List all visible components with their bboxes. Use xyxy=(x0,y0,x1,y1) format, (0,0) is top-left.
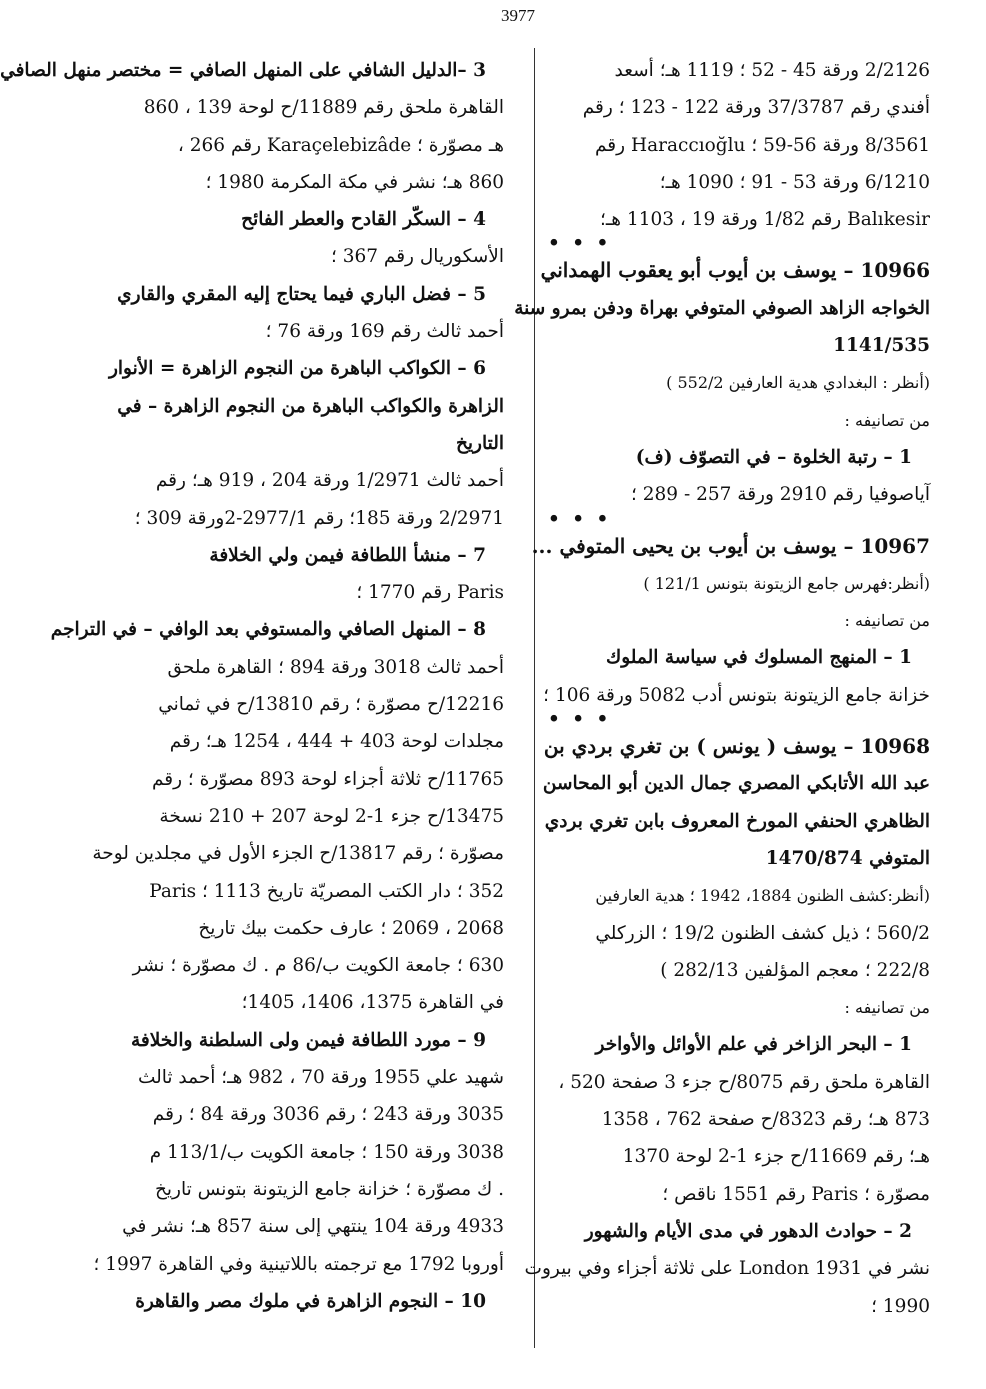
text-line: من تصانيفه : xyxy=(844,611,930,631)
text-line: 4933 ورقة 104 ينتهي إلى سنة 857 هـ؛ نشر في xyxy=(122,1216,504,1238)
text-line: 12216/ح مصوّرة ؛ رقم 13810/ح في ثماني xyxy=(158,694,504,716)
text-line: 6/1210 ورقة 53 - 91 ؛ 1090 هـ؛ xyxy=(659,171,930,193)
text-line: أفندي رقم 37/3787 ورقة 122 - 123 ؛ رقم xyxy=(582,97,930,119)
work-title-line: الزاهرة والكواكب الباهرة من النجوم الزاهرة – في xyxy=(117,395,504,417)
entry-heading: 10968 – يوسف ( يونس ) بن تغري بردي بن xyxy=(543,734,930,759)
entry-separator: • • • xyxy=(548,233,612,255)
right-column xyxy=(514,52,930,1325)
text-line: القاهرة ملحق رقم 11889/ح لوحة 139 ، 860 xyxy=(143,97,504,119)
work-title-line: 2 – حوادث الدهور في مدى الأيام والشهور xyxy=(584,1220,912,1242)
work-title-line: 1 – البحر الزاخر في علم الأوائل والأواخر xyxy=(595,1034,912,1056)
text-line: (أنظر : البغدادي هدية العارفين 552/2 ) xyxy=(666,373,930,393)
work-title-line: 8 – المنهل الصافي والمستوفي بعد الوافي – في التراجم xyxy=(50,619,486,641)
text-line: 630 ؛ جامعة الكويت ب/86 م . ك مصوّرة ؛ نشر xyxy=(132,955,504,977)
work-title-line: المتوفي 1470/874 xyxy=(765,847,930,869)
text-line: . ك مصوّرة ؛ خزانة جامع الزيتونة بتونس تاريخ xyxy=(154,1178,504,1200)
text-line: مصوّرة ؛ Paris رقم 1551 ناقص ؛ xyxy=(662,1183,930,1205)
text-line: 2/2971 ورقة 185؛ رقم 2977/1-2ورقة 309 ؛ xyxy=(134,507,504,529)
text-line: Balıkesir رقم 1/82 ورقة 19 ، 1103 هـ؛ xyxy=(600,209,930,231)
text-line: 2068 ، 2069 ؛ عارف حكمت بيك تاريخ xyxy=(198,917,504,939)
text-line: 3038 ورقة 150 ؛ جامعة الكويت ب/113/1 م xyxy=(149,1141,504,1163)
text-line: 860 هـ؛ نشر في مكة المكرمة 1980 ؛ xyxy=(205,171,504,193)
text-line: أحمد ثالث 1/2971 ورقة 204 ، 919 هـ؛ رقم xyxy=(155,470,504,492)
text-line: Paris رقم 1770 ؛ xyxy=(356,582,504,604)
text-line: 2/2126 ورقة 45 - 52 ؛ 1119 هـ؛ أسعد xyxy=(614,60,930,81)
text-line: القاهرة ملحق رقم 8075/ح جزء 3 صفحة 520 ، xyxy=(558,1071,930,1093)
text-line: أوروبا 1792 مع ترجمته باللاتينية وفي القاهرة 1997 ؛ xyxy=(93,1253,504,1275)
work-title-line: 7 – منشأ اللطافة فيمن ولي الخلافة xyxy=(209,544,486,566)
entry-heading: 10967 – يوسف بن أيوب بن يحيى المتوفي ... xyxy=(531,533,930,558)
work-title-line: الخواجه الزاهد الصوفي المتوفي بهراة ودفن بمرو سنة xyxy=(514,297,930,319)
text-line: خزانة جامع الزيتونة بتونس أدب 5082 ورقة 106 ؛ xyxy=(543,684,930,706)
text-line: 11765/ح ثلاثة أجزاء لوحة 893 مصوّرة ؛ رقم xyxy=(151,768,504,790)
left-column xyxy=(0,52,504,1320)
text-line: أحمد ثالث رقم 169 ورقة 76 ؛ xyxy=(265,321,504,343)
work-title-line: 4 – السكّر القادح والعطر الفائح xyxy=(241,209,486,231)
work-title-line: 3 –الدليل الشافي على المنهل الصافي = مختصر منهل الصافي xyxy=(0,60,486,81)
text-line: 352 ؛ دار الكتب المصريّة تاريخ 1113 ؛ Paris xyxy=(149,880,504,902)
text-line: الأسكوريال رقم 367 ؛ xyxy=(330,246,504,268)
text-line: 8/3561 ورقة 56-59 ؛ Haraccıoğlu رقم xyxy=(595,134,930,156)
text-line: 222/8 ؛ معجم المؤلفين 282/13 ) xyxy=(660,959,930,981)
entry-separator: • • • xyxy=(548,508,612,530)
text-line: نشر في London 1931 على ثلاثة أجزاء وفي بيروت xyxy=(524,1258,930,1280)
text-line: 873 هـ؛ رقم 8323/ح صفحة 762 ، 1358 xyxy=(601,1109,930,1131)
text-line: في القاهرة 1375، 1406، 1405؛ xyxy=(241,992,504,1014)
text-line: آياصوفيا رقم 2910 ورقة 257 - 289 ؛ xyxy=(630,484,930,506)
work-title-line: الظاهري الحنفي المورخ المعروف بابن تغري بردي xyxy=(544,810,930,832)
work-title-line: 1141/535 xyxy=(833,335,930,357)
work-title-line: 5 – فضل الباري فيما يحتاج إليه المقري والقاري xyxy=(117,283,486,305)
work-title-line: 1 – المنهج المسلوك في سياسة الملوك xyxy=(605,647,912,669)
entry-separator: • • • xyxy=(548,709,612,731)
text-line: 13475/ح جزء 1-2 لوحة 207 + 210 نسخة xyxy=(159,805,504,827)
text-line: (أنظر:كشف الظنون 1884، 1942 ؛ هدية العارفين xyxy=(595,886,930,906)
text-line: هـ؛ رقم 11669/ح جزء 1-2 لوحة 1370 xyxy=(622,1146,930,1168)
text-line: (أنظر:فهرس جامع الزيتونة بتونس 121/1 ) xyxy=(643,573,930,593)
page-number: 3977 xyxy=(501,6,535,25)
work-title-line: عبد الله الأتابكي المصري جمال الدين أبو المحاسن xyxy=(542,773,930,795)
work-title-line: 1 – رتبة الخلوة – في التصوّف (ف) xyxy=(635,446,912,468)
text-line: 560/2 ؛ ذيل كشف الظنون 19/2 ؛ الزركلي xyxy=(595,922,930,944)
text-line: أحمد ثالث 3018 ورقة 894 ؛ القاهرة ملحق xyxy=(167,656,504,678)
text-line: مصوّرة ؛ رقم 13817/ح الجزء الأول في مجلدين لوحة xyxy=(92,843,504,865)
text-line: شهيد علي 1955 ورقة 70 ، 982 هـ؛ أحمد ثالث xyxy=(137,1067,504,1089)
text-line: مجلدات لوحة 403 + 444 ، 1254 هـ؛ رقم xyxy=(169,731,504,753)
work-title-line: التاريخ xyxy=(455,432,504,454)
text-line: من تصانيفه : xyxy=(844,998,930,1018)
column-divider xyxy=(534,48,535,1348)
text-line: هـ مصوّرة ؛ Karaçelebizâde رقم 266 ، xyxy=(177,134,504,156)
entry-heading: 10966 – يوسف بن أيوب أبو يعقوب الهمداني xyxy=(540,258,930,283)
work-title-line: 10 – النجوم الزاهرة في ملوك مصر والقاهرة xyxy=(135,1290,486,1312)
text-line: من تصانيفه : xyxy=(844,410,930,430)
work-title-line: 6 – الكواكب الباهرة من النجوم الزاهرة = الأنوار xyxy=(108,358,486,380)
work-title-line: 9 – مورد اللطافة فيمن ولى السلطنة والخلافة xyxy=(130,1029,486,1051)
text-line: 3035 ورقة 243 ؛ رقم 3036 ورقة 84 ؛ رقم xyxy=(152,1104,504,1126)
text-line: 1990 ؛ xyxy=(871,1295,930,1317)
